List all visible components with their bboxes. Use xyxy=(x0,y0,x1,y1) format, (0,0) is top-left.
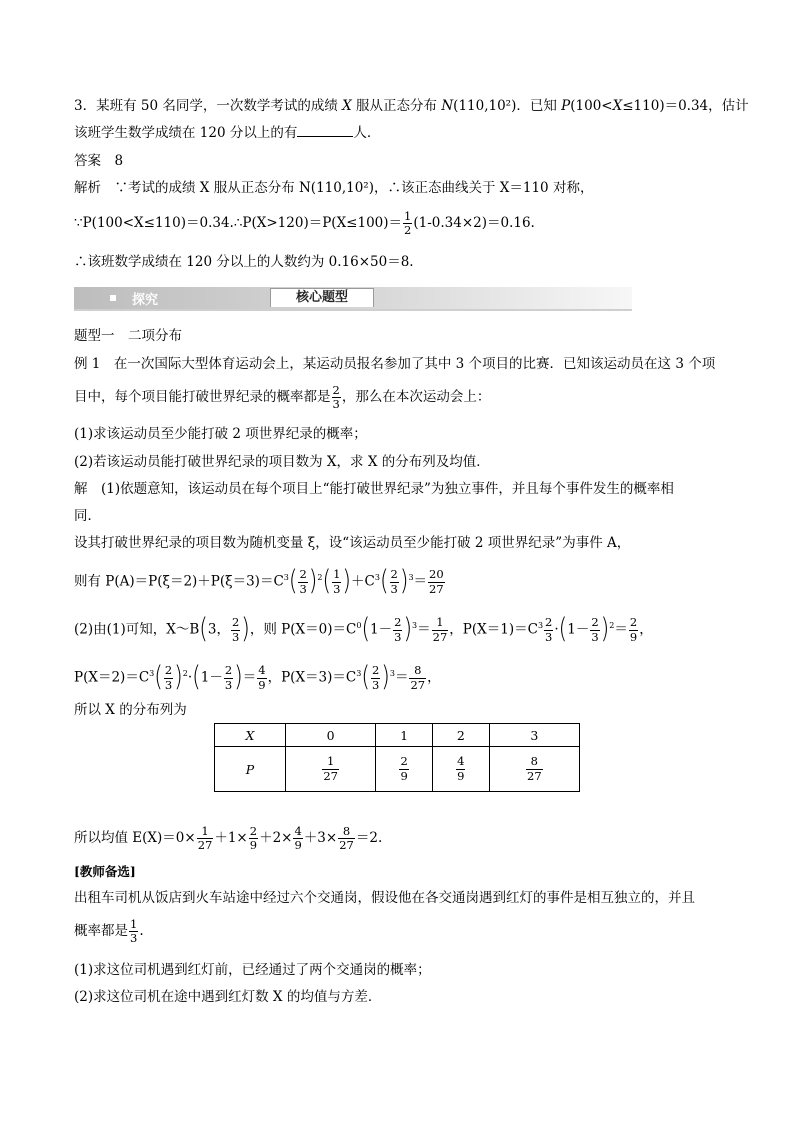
banner-tab: 核心题型 xyxy=(270,288,374,307)
table-cell: $\frac{8}{27}$ xyxy=(489,747,579,792)
answer-line: 答案 8 xyxy=(74,153,124,169)
example-line-2: 目中，每个项目能打破世界纪录的概率都是 $\frac{2}{3}$ ，那么在本次运动会上： xyxy=(74,382,491,411)
table-cell: $\frac{4}{9}$ xyxy=(432,747,489,792)
table-cell: 0 xyxy=(286,724,376,747)
teacher-line-2: 概率都是 $\frac{1}{3}$ . xyxy=(74,916,144,945)
problem-3-line-1: 3．某班有 50 名同学，一次数学考试的成绩 X 服从正态分布 N(110,10²)．已知 P(100<X≤110)＝0.34，估计 xyxy=(74,98,749,114)
table-cell: 3 xyxy=(489,724,579,747)
fraction-two-thirds: $\frac{2}{3}$ xyxy=(332,382,340,411)
teacher-tag: [教师备选] xyxy=(74,864,136,879)
table-cell: 2 xyxy=(432,724,489,747)
table-header-row xyxy=(215,724,580,747)
table-cell: X xyxy=(215,724,286,747)
mean-line: 所以均值 E(X)＝0× $\frac{1}{27}$ ＋1× $\frac{2}{9}$ ＋2× $\frac{4}{9}$ ＋3× $\frac{8}{27}$ ＝2. xyxy=(74,823,383,852)
question-2: (2)若该运动员能打破世界纪录的项目数为 X，求 X 的分布列及均值． xyxy=(74,454,490,470)
fraction-half: $\frac{1}{2}$ xyxy=(404,208,412,237)
distribution-table xyxy=(214,723,580,792)
section-banner xyxy=(74,287,632,309)
analysis-line-2: ∵P(100<X≤110)＝0.34.∴P(X>120)＝P(X≤100)＝ $\frac{1}{2}$ (1-0.34×2)＝0.16. xyxy=(74,208,535,237)
banner-title: 探究 xyxy=(132,293,159,308)
table-row xyxy=(215,747,580,792)
teacher-line-1: 出租车司机从饭店到火车站途中经过六个交通岗，假设他在各交通岗遇到红灯的事件是相互独立的，并且 xyxy=(74,890,695,906)
solution-line-5: $P(X=2)=C^3$( $\frac{2}{3}$ )$^2$·(1－ $\frac{2}{3}$ )＝ $\frac{4}{9}$ ，$P(X=3)=C^3$( $\frac{2}{3}$ )$^3$＝ $\frac{8}{27}$ ， xyxy=(74,661,441,693)
teacher-question-1: (1)求这位司机遇到红灯前，已经通过了两个交通岗的概率； xyxy=(74,962,431,978)
problem-3-line-2: 该班学生数学成绩在 120 分以上的有 人． xyxy=(74,122,380,143)
solution-line-2: 设其打破世界纪录的项目数为随机变量 ξ，设“该运动员至少能打破 2 项世界纪录”为事件 A， xyxy=(74,535,631,551)
table-cell: $\frac{2}{9}$ xyxy=(376,747,433,792)
teacher-question-2: (2)求这位司机在途中遇到红灯数 X 的均值与方差． xyxy=(74,989,382,1005)
analysis-line-3: ∴该班数学成绩在 120 分以上的人数约为 0.16×50＝8. xyxy=(74,254,414,270)
table-cell: P xyxy=(215,747,286,792)
table-cell: 1 xyxy=(376,724,433,747)
banner-square-icon xyxy=(110,295,116,301)
solution-line-4: (2)由(1)可知，X～B(3， $\frac{2}{3}$ )，则 $P(X=0)=C^0(1-$ $\frac{2}{3}$ )$^3$＝ $\frac{1}{27}$ ，$P(X=1)=C^3$ $\frac{2}{3}$ ·(1－ $\frac{2}{3}$ )$^2$＝ $\frac{2}{9}$ ， xyxy=(74,613,653,645)
analysis-line-1: 解析 ∵考试的成绩 X 服从正态分布 N(110,10²)，∴该正态曲线关于 X＝110 对称， xyxy=(74,180,594,196)
question-1: (1)求该运动员至少能打破 2 项世界纪录的概率； xyxy=(74,426,367,442)
table-cell: $\frac{1}{27}$ xyxy=(286,747,376,792)
solution-line-1b: 同． xyxy=(74,508,101,524)
solution-line-1: 解 (1)依题意知，该运动员在每个项目上“能打破世界纪录”为独立事件，并且每个事件发生的概率相 xyxy=(74,481,674,497)
solution-line-3: 则有 $P(A)=P(\xi=2)+P(\xi=3)=C^3$( $\frac{2}{3}$ )$^2$( $\frac{1}{3}$ )$+C^3$( $\frac{2}{3}$ )$^3$＝ $\frac{20}{27}$ xyxy=(74,565,444,597)
type-heading: 题型一 二项分布 xyxy=(74,328,182,344)
example-line-1: 例 1 在一次国际大型体育运动会上，某运动员报名参加了其中 3 个项目的比赛．已知该运动员在这 3 个项 xyxy=(74,356,716,372)
answer-blank xyxy=(297,122,353,137)
distribution-intro: 所以 X 的分布列为 xyxy=(74,702,187,718)
